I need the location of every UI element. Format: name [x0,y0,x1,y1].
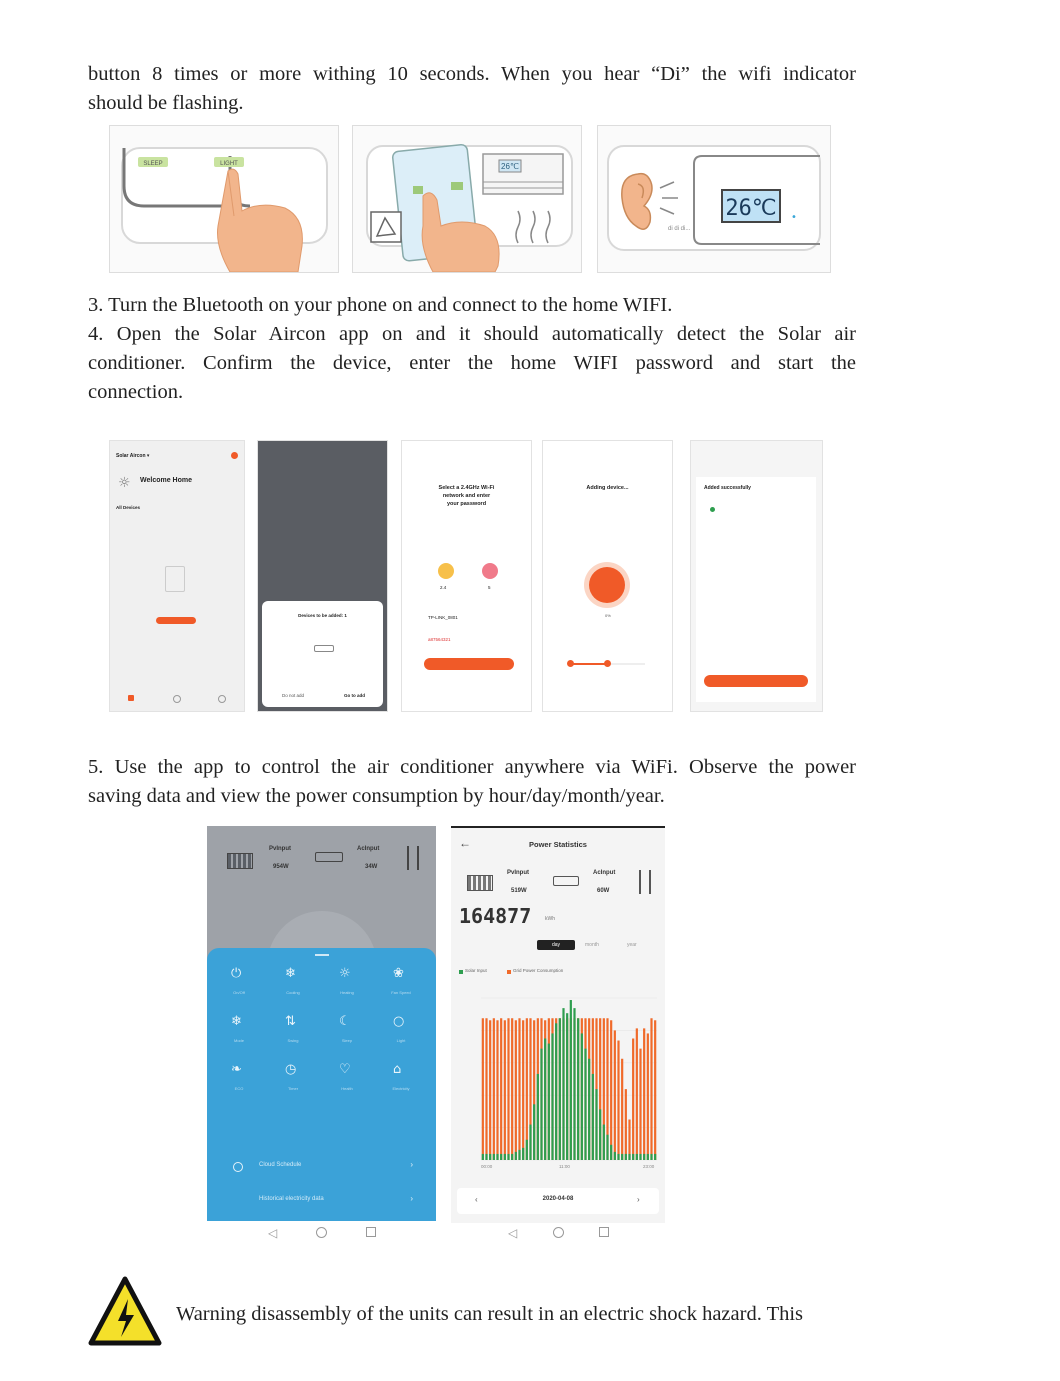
step-dot-1 [567,660,574,667]
step-5 [88,753,856,811]
solar-bar [639,1154,641,1160]
stats-ac-value: 60W [597,888,610,894]
grid-bar [636,1028,638,1160]
stats-app-screen [451,826,665,1223]
grid-bar [507,1018,509,1160]
prev-date-icon[interactable]: ‹ [475,1195,478,1204]
control-item[interactable] [327,966,367,1004]
solar-bar [500,1154,502,1160]
nav-recent-icon[interactable] [599,1227,609,1237]
display-temp: 26℃ [725,196,777,221]
solar-bar [577,1018,579,1160]
control-item-label: Swing [287,1038,299,1043]
grid-bar [643,1028,645,1160]
solar-bar [632,1154,634,1160]
panel-handle [315,954,329,956]
cloud-schedule-label: Cloud Schedule [259,1162,302,1168]
add-device-dialog [262,601,383,707]
solar-bar [584,1049,586,1160]
x-label-end: 23:00 [643,1164,655,1169]
control-item-label: Light [396,1038,406,1043]
me-tab-icon[interactable] [218,695,226,703]
grid-bar [650,1018,652,1160]
welcome-title: Welcome Home [140,477,192,484]
tab-day[interactable] [537,940,575,950]
control-item-label: Mode [233,1038,244,1043]
step-4-line-3: connection. [88,381,184,403]
solar-bar [537,1074,539,1160]
grid-bar [493,1018,495,1160]
solar-bar [507,1154,509,1160]
stats-ac-label: AcInput [593,870,616,876]
intro-line-1: button 8 times or more withing 10 seconds. When you hear “Di” the wifi indicator [88,63,856,85]
legend-grid-label: Grid Power Consumption [513,968,564,973]
smart-tab-icon[interactable] [173,695,181,703]
grid-bar [522,1020,524,1160]
control-item-icon: ◷ [285,1062,297,1077]
grid-bar [485,1018,487,1160]
nav-home-icon[interactable] [316,1227,327,1238]
solar-bar [555,1023,557,1160]
control-item[interactable] [273,1014,313,1052]
wifi-name-field[interactable]: TP-LINK_0801 [428,615,458,620]
ac-unit-icon [553,876,579,886]
ac-temp: 26℃ [501,162,519,171]
ear-display-illustration [598,126,830,272]
select-wifi-title-1: Select a 2.4GHz Wi-Fi [438,485,495,491]
solar-bar [489,1154,491,1160]
control-item-icon: ❄ [285,966,296,981]
step-3: 3. Turn the Bluetooth on your phone on and connect to the home WIFI. [88,294,673,316]
progress-ring-icon [589,567,625,603]
solar-bar [559,1018,561,1160]
do-not-add-button[interactable]: Do not add [282,693,305,698]
control-item-icon: ⌂ [393,1062,402,1077]
wifi-24-label: 2.4 [440,585,447,590]
solar-bar [628,1154,630,1160]
grid-bar [518,1018,520,1160]
intro-paragraph [88,60,856,118]
step-4-line-2: conditioner. Confirm the device, enter the home WIFI password and start the [88,352,856,374]
solar-bar [533,1104,535,1160]
grid-bar [610,1020,612,1160]
solar-bar [504,1154,506,1160]
next-button[interactable] [424,658,514,670]
solar-bar [650,1154,652,1160]
control-item-label: On/Off [233,990,245,995]
ac-unit-icon [315,852,343,862]
cloud-schedule-row[interactable] [233,1160,413,1174]
control-item-icon: ❀ [393,966,404,981]
solar-bar [599,1109,601,1160]
grid-bar [639,1049,641,1160]
control-item-label: Fan Speed [391,990,411,995]
empty-device-icon [165,566,185,592]
illustration-hear-di [597,125,831,273]
di-sound-text: di di di... [668,226,691,232]
solar-bar [522,1148,524,1160]
control-item-label: Health [341,1086,353,1091]
control-item-icon: ○ [393,1014,405,1029]
grid-bar [625,1089,627,1160]
select-wifi-title-3: your password [446,501,487,507]
ac-input-label: AcInput [357,846,380,852]
ac-unit-icon [314,645,334,652]
solar-bar [551,1033,553,1160]
tab-day-label: day [551,942,561,948]
total-unit: kWh [545,916,555,922]
solar-bar [485,1154,487,1160]
date-label: 2020-04-08 [542,1196,574,1202]
select-wifi-title-2: network and enter [442,493,491,499]
control-item-label: Cooling [286,990,300,995]
control-item[interactable] [219,1062,259,1100]
solar-bar [518,1150,520,1160]
solar-bar [647,1154,649,1160]
grid-bar [500,1018,502,1160]
grid-bar [504,1020,506,1160]
control-item[interactable] [381,966,421,1004]
history-row[interactable] [233,1194,413,1208]
clock-icon [233,1162,243,1172]
notification-dot-icon [231,452,238,459]
solar-bar [540,1049,542,1160]
wifi-5-icon [482,563,498,579]
warning-shock-icon [88,1275,162,1347]
grid-bar [496,1020,498,1160]
date-picker[interactable] [457,1188,659,1214]
ac-input-value: 34W [365,864,378,870]
solar-bar [588,1059,590,1160]
control-item-icon: ❄ [231,1014,242,1029]
nav-back-icon[interactable]: ◁ [268,1226,278,1240]
illustration-press-light [109,125,339,273]
solar-panel-icon [467,875,493,891]
solar-bar [573,1008,575,1160]
screen-devices-to-add [257,440,388,712]
control-item[interactable] [381,1062,421,1100]
solar-bar [636,1154,638,1160]
solar-bar [610,1145,612,1160]
legend-grid-dot [507,970,511,974]
solar-bar [625,1154,627,1160]
next-date-icon[interactable]: › [637,1195,640,1204]
pv-input-label: PvInput [269,846,291,852]
nav-home-icon[interactable] [553,1227,564,1238]
solar-bar [581,1033,583,1160]
nav-back-icon[interactable]: ◁ [508,1226,518,1240]
grid-bar [621,1059,623,1160]
nav-recent-icon[interactable] [366,1227,376,1237]
grid-bar [647,1033,649,1160]
step-dot-2 [604,660,611,667]
grid-bar [489,1020,491,1160]
control-item-icon: ☾ [339,1014,351,1029]
grid-bar [617,1041,619,1160]
stats-pv-label: PvInput [507,870,529,876]
solar-bar [643,1154,645,1160]
chevron-right-icon: › [410,1194,413,1203]
stats-pv-value: 519W [511,888,527,894]
intro-line-2: should be flashing. [88,92,244,114]
solar-bar [595,1089,597,1160]
grid-bar [614,1030,616,1160]
solar-panel-icon [227,853,253,869]
control-item[interactable] [327,1062,367,1100]
adding-device-title: Adding device... [586,485,629,491]
solar-bar [614,1152,616,1160]
screen-select-wifi [401,440,532,712]
control-item-label: Timer [287,1086,299,1091]
solar-bar [570,1000,572,1160]
solar-bar [566,1013,568,1160]
solar-bar [493,1154,495,1160]
success-card [696,477,816,702]
control-item-label: Heating [340,990,354,995]
control-item-icon: ☼ [339,966,351,981]
solar-bar [496,1154,498,1160]
screen-welcome-home [109,440,245,712]
adding-percent: 0% [605,613,611,618]
control-item[interactable] [219,966,259,1004]
all-devices-label: All Devices [116,505,141,510]
solar-bar [482,1154,484,1160]
legend-solar-label: Solar Input [465,968,487,973]
power-tower-icon [407,846,419,870]
screen-added-successfully [690,440,823,712]
control-item-icon: ❧ [231,1062,242,1077]
wifi-password-field[interactable]: a87564321 [428,637,451,642]
control-item-icon: ♡ [339,1062,351,1077]
remote-hand-illustration [110,126,338,272]
sun-icon: ☼ [118,475,131,491]
control-item-label: Sleep [341,1038,353,1043]
grid-bar [526,1018,528,1160]
solar-bar [548,1044,550,1160]
grid-bar [654,1020,656,1160]
control-item-label: Electricity [392,1086,410,1091]
back-arrow-icon[interactable]: ← [459,836,471,850]
screen-adding-device [542,440,673,712]
control-panel [207,948,436,1221]
solar-bar [603,1125,605,1160]
solar-bar [654,1154,656,1160]
tab-year[interactable]: year [627,942,637,948]
wifi-24-icon [438,563,454,579]
illustration-remote-ac [352,125,582,273]
control-item[interactable] [327,1014,367,1052]
devices-to-add-title: Devices to be added: 1 [298,613,347,618]
grid-bar [482,1018,484,1160]
power-tower-icon [639,870,651,894]
solar-bar [617,1154,619,1160]
step-5-line-1: 5. Use the app to control the air conditioner anywhere via WiFi. Observe the power [88,756,856,778]
control-item[interactable] [381,1014,421,1052]
history-label: Historical electricity data [259,1196,324,1202]
legend-solar-dot [459,970,463,974]
solar-bar [544,1039,546,1161]
go-to-add-button[interactable]: Go to add [344,693,365,698]
solar-bar [621,1154,623,1160]
total-consumption: 164877 [459,904,532,928]
power-chart [451,978,665,1178]
app-name: Solar Aircon ▾ [116,453,150,459]
solar-bar [526,1140,528,1160]
grid-bar [511,1018,513,1160]
control-item[interactable] [273,1062,313,1100]
progress-steps-active [569,663,607,665]
steps-3-4 [88,291,856,407]
control-item-icon: ⇅ [285,1014,296,1029]
device-added-icon [710,507,715,512]
add-device-button[interactable] [156,617,196,624]
x-label-mid: 11:00 [559,1164,570,1169]
remote-ac-illustration [353,126,581,272]
grid-bar [632,1039,634,1161]
sleep-label: SLEEP [143,161,163,167]
solar-bar [515,1152,517,1160]
pv-input-value: 954W [273,864,289,870]
done-button[interactable] [704,675,808,687]
stats-title: Power Statistics [529,840,587,849]
chevron-right-icon: › [410,1160,413,1169]
home-tab-icon[interactable] [128,695,134,701]
added-success-title: Added successfully [704,485,751,491]
wifi-indicator-icon: • [791,212,797,223]
x-label-start: 00:00 [481,1164,493,1169]
solar-bar [511,1154,513,1160]
warning-text: Warning disassembly of the units can result in an electric shock hazard. This [176,1303,804,1325]
control-item[interactable] [273,966,313,1004]
solar-bar [562,1008,564,1160]
tab-month[interactable]: month [585,942,599,948]
control-item[interactable] [219,1014,259,1052]
solar-bar [529,1125,531,1160]
control-app-screen [207,826,436,1221]
step-4-line-1: 4. Open the Solar Aircon app on and it should automatically detect the Solar air [88,323,856,345]
step-5-line-2: saving data and view the power consumption by hour/day/month/year. [88,785,665,807]
solar-bar [592,1074,594,1160]
control-item-icon: ⏻ [231,966,242,981]
grid-bar [515,1020,517,1160]
wifi-5-label: 5 [488,585,491,590]
light-label: LIGHT [220,161,238,167]
solar-bar [606,1135,608,1160]
control-item-label: ECO [234,1086,244,1091]
